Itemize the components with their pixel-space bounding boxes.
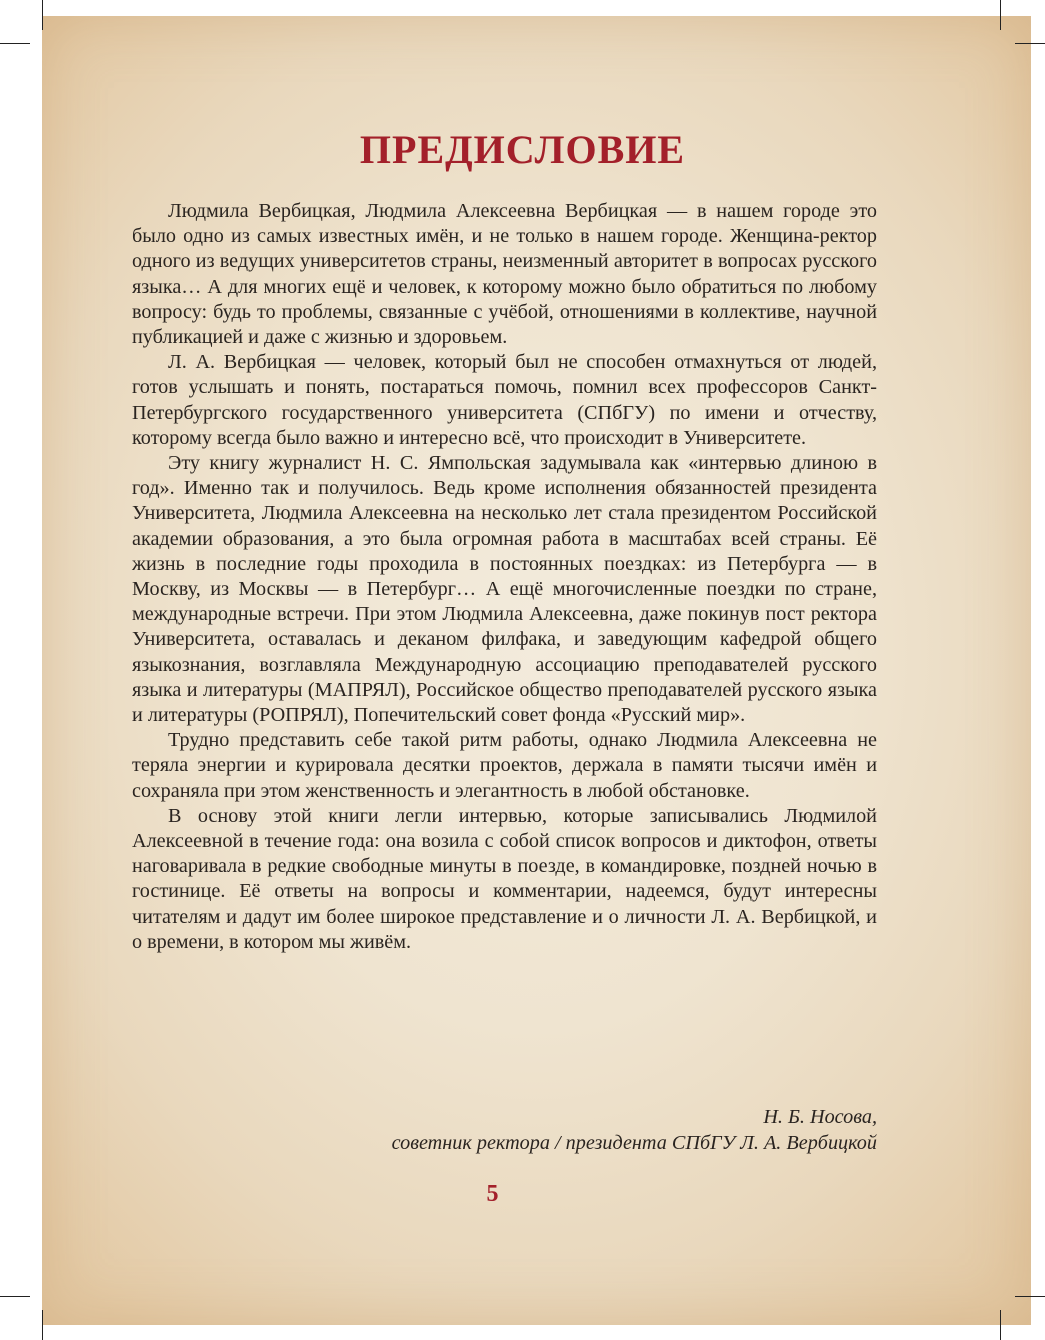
- signature-position: советник ректора / президента СПбГУ Л. А. Вербицкой: [391, 1132, 877, 1154]
- signature-block: [392, 1104, 877, 1156]
- crop-mark: [1000, 0, 1001, 30]
- crop-mark: [1000, 1310, 1001, 1340]
- crop-mark: [42, 0, 43, 30]
- preface-body: [132, 199, 877, 955]
- crop-mark: [0, 1296, 30, 1297]
- signature-name: Н. Б. Носова,: [763, 1106, 877, 1128]
- paragraph: Трудно представить себе такой ритм работы, однако Людмила Алексеевна не теряла энергии и курировала десятки проектов, держала в памяти тысячи имён и сохраняла при этом женственность и элегантность в любой обстановке.: [132, 729, 877, 802]
- paragraph: Людмила Вербицкая, Людмила Алексеевна Вербицкая — в нашем городе это было одно из самых известных имён, и не только в нашем городе. Женщина-ректор одного из ведущих университетов страны, неизменный авторитет в вопросах русского языка… А для многих ещё и человек, к которому можно было обратиться по любому вопросу: будь то проблемы, связанные с учёбой, отношениями в коллективе, научной публикацией и даже с жизнью и здоровьем.: [132, 200, 877, 349]
- paragraph: Эту книгу журналист Н. С. Ямпольская задумывала как «интервью длиною в год». Именно так и получилось. Ведь кроме исполнения обязанностей президента Университета, Людмила Алексеевна на несколько лет стала президентом Российской академии образования, а это была огромная работа в масштабах всей страны. Её жизнь в последние годы проходила в постоянных поездках: из Петербурга — в Москву, из Москвы — в Петербург… А ещё многочисленные поездки по стране, международные встречи. При этом Людмила Алексеевна, даже покинув пост ректора Университета, оставалась и деканом филфака, и заведующим кафедрой общего языкознания, возглавляла Международную ассоциацию преподавателей русского языка и литературы (МАПРЯЛ), Российское общество преподавателей русского языка и литературы (РОПРЯЛ), Попечительский совет фонда «Русский мир».: [132, 452, 877, 727]
- page-title: ПРЕДИСЛОВИЕ: [359, 127, 686, 172]
- crop-mark: [42, 1310, 43, 1340]
- paragraph: Л. А. Вербицкая — человек, который был не способен отмахнуться от людей, готов услышать и понять, постараться помочь, помнил всех профессоров Санкт-Петербургского государственного университета (СПбГУ) по имени и отчеству, которому всегда было важно и интересно всё, что происходит в Университете.: [132, 351, 877, 449]
- paragraph: В основу этой книги легли интервью, которые записывались Людмилой Алексеевной в течение года: она возила с собой список вопросов и диктофон, ответы наговаривала в редкие свободные минуты в поезде, в командировке, поздней ночью в гостинице. Её ответы на вопросы и комментарии, надеемся, будут интересны читателям и дадут им более широкое представление и о личности Л. А. Вербицкой, и о времени, в котором мы живём.: [132, 804, 877, 953]
- page-number: 5: [486, 1181, 499, 1207]
- crop-mark: [1015, 1296, 1045, 1297]
- crop-mark: [0, 43, 30, 44]
- crop-mark: [1015, 43, 1045, 44]
